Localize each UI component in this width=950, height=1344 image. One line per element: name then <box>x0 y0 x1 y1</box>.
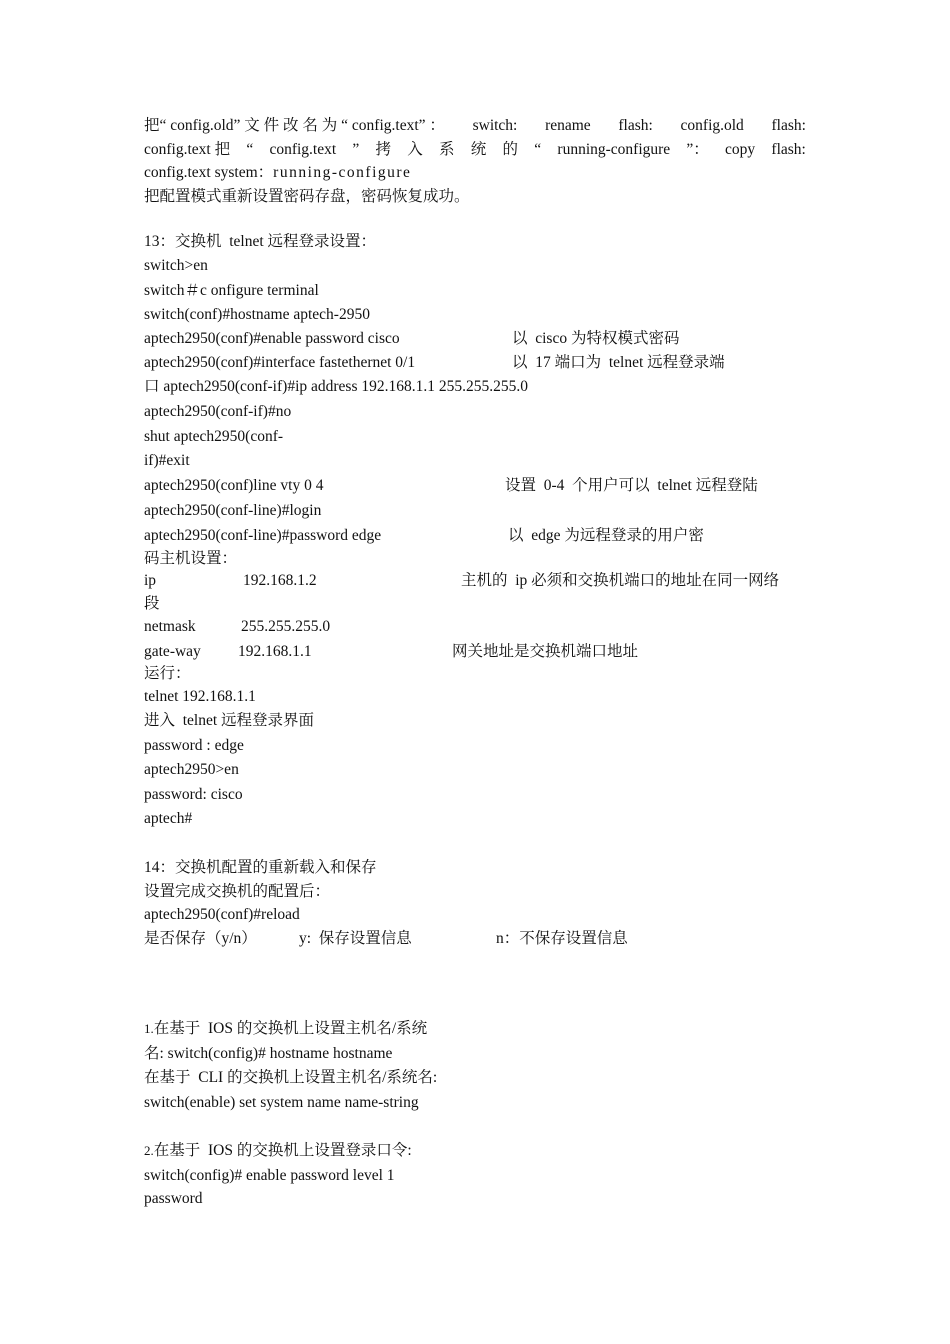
intro-text: ” <box>352 141 360 158</box>
intro-text: “ <box>534 141 542 158</box>
ip-label: ip <box>144 572 157 589</box>
section-14-text: 设置完成交换机的配置后： <box>144 883 331 900</box>
ip-value: 192.168.1.2 <box>243 572 317 589</box>
command-line: aptech2950>en <box>144 761 239 778</box>
command-line: aptech2950(conf-if)#no <box>144 403 292 420</box>
list-text: switch(enable) set system name name-string <box>144 1094 419 1111</box>
intro-text: flash: <box>771 141 806 158</box>
netmask-value: 255.255.255.0 <box>241 618 331 635</box>
section-13-heading: 13：交换机 telnet 远程登录设置： <box>144 233 377 250</box>
command-line: password: cisco <box>144 786 243 803</box>
command-line: aptech2950(conf)line vty 0 4 <box>144 477 324 494</box>
intro-text: 把“ config.old” 文 件 改 名 为 “ config.text” ： <box>144 117 445 134</box>
gateway-value: 192.168.1.1 <box>238 643 312 660</box>
command-line: aptech2950(conf)#interface fastethernet 0/1 <box>144 354 416 371</box>
intro-text: config.text 把 <box>144 141 231 158</box>
intro-text: switch: <box>472 117 518 134</box>
command-line: 码主机设置： <box>144 550 238 567</box>
command-line: password : edge <box>144 737 244 754</box>
command-line: shut aptech2950(conf- <box>144 428 284 445</box>
ip-note: 主机的 ip 必须和交换机端口的地址在同一网络 <box>461 572 780 589</box>
run-label: 运行： <box>144 665 191 682</box>
list-item-2 <box>144 1141 412 1161</box>
list-number: 2. <box>144 1143 154 1158</box>
intro-text: running-configure <box>273 164 412 181</box>
command-line: aptech2950(conf-line)#login <box>144 502 322 519</box>
command-line: if)#exit <box>144 452 190 469</box>
command-note: 以 edge 为远程登录的用户密 <box>508 527 704 544</box>
list-text: 在基于 CLI 的交换机上设置主机名/系统名: <box>144 1069 438 1086</box>
intro-text: 拷 <box>375 141 392 158</box>
command-line: switch＃c onfigure terminal <box>144 282 319 299</box>
intro-text: flash: <box>618 117 653 134</box>
list-text: 在基于 IOS 的交换机上设置登录口令: <box>153 1142 412 1159</box>
command-line: aptech2950(conf)#reload <box>144 906 300 923</box>
intro-line-4: 把配置模式重新设置密码存盘，密码恢复成功。 <box>144 188 470 205</box>
save-option-no: n：不保存设置信息 <box>496 930 628 947</box>
intro-text: 入 <box>407 141 423 158</box>
intro-text: “ <box>246 141 254 158</box>
section-14-text: 是否保存（y/n） <box>144 930 257 947</box>
list-item-1 <box>144 1019 427 1039</box>
intro-text: config.text system： <box>144 164 274 181</box>
command-note: 设置 0-4 个用户可以 telnet 远程登陆 <box>505 477 758 494</box>
command-line: telnet 192.168.1.1 <box>144 688 256 705</box>
gateway-note: 网关地址是交换机端口地址 <box>452 643 639 660</box>
section-14-heading: 14：交换机配置的重新载入和保存 <box>144 859 377 876</box>
list-number: 1. <box>144 1021 154 1036</box>
intro-text: 统 <box>470 141 487 158</box>
command-note: 以 cisco 为特权模式密码 <box>512 330 680 347</box>
list-text: 名: switch(config)# hostname hostname <box>144 1045 393 1062</box>
command-line: switch(conf)#hostname aptech-2950 <box>144 306 370 323</box>
command-line: aptech2950(conf)#enable password cisco <box>144 330 400 347</box>
intro-text: 系 <box>439 141 455 158</box>
gateway-label: gate-way <box>144 643 201 660</box>
command-line: aptech2950(conf-line)#password edge <box>144 527 382 544</box>
command-line: 进入 telnet 远程登录界面 <box>144 712 315 729</box>
command-line: switch>en <box>144 257 208 274</box>
list-text: 在基于 IOS 的交换机上设置主机名/系统 <box>153 1020 428 1037</box>
intro-text: rename <box>545 117 591 134</box>
intro-line-1 <box>144 116 806 136</box>
netmask-label: netmask <box>144 618 196 635</box>
intro-text: config.text <box>269 141 337 158</box>
intro-text: 的 <box>502 141 519 158</box>
command-line: 口 aptech2950(conf-if)#ip address 192.168.1.1 255.255.255.0 <box>144 378 528 395</box>
list-text: switch(config)# enable password level 1 <box>144 1167 395 1184</box>
intro-text: config.old <box>680 117 744 134</box>
save-option-yes: y: 保存设置信息 <box>299 930 412 947</box>
command-line: aptech# <box>144 810 193 827</box>
intro-text: ”： <box>686 141 709 158</box>
intro-line-3 <box>144 163 411 183</box>
intro-line-2 <box>144 140 806 160</box>
list-text: password <box>144 1190 203 1207</box>
command-note: 以 17 端口为 telnet 远程登录端 <box>512 354 725 371</box>
intro-text: copy <box>725 141 756 158</box>
intro-text: running-configure <box>557 141 671 158</box>
ip-note-continued: 段 <box>144 595 160 612</box>
intro-text: flash: <box>771 117 806 134</box>
